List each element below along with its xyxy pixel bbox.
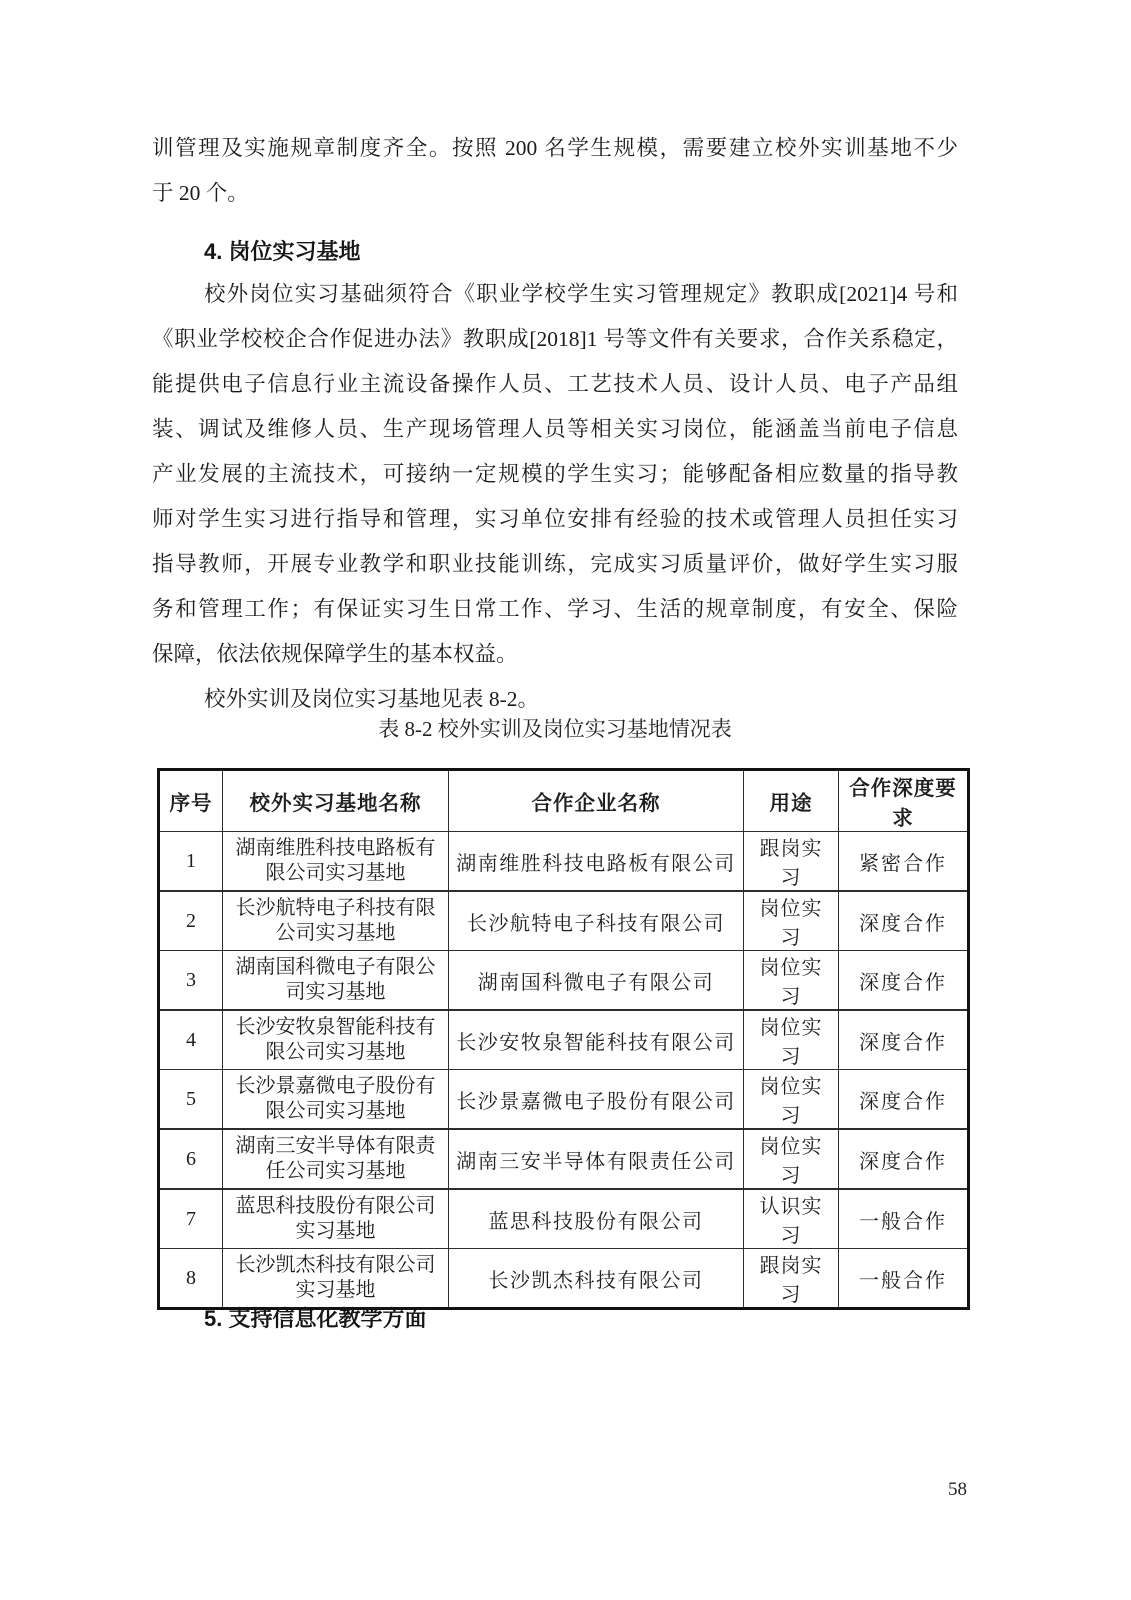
cell-purpose: 跟岗实习 xyxy=(744,832,839,892)
cell-depth: 深度合作 xyxy=(839,1129,969,1189)
section-heading-5: 5. 支持信息化教学方面 xyxy=(204,1306,427,1331)
paragraph-line: 《职业学校校企合作促进办法》教职成[2018]1 号等文件有关要求，合作关系稳定， xyxy=(152,327,958,351)
cell-base-name: 蓝思科技股份有限公司实习基地 xyxy=(223,1189,449,1249)
cell-company: 长沙景嘉微电子股份有限公司 xyxy=(449,1070,744,1130)
cell-base-name: 湖南三安半导体有限责任公司实习基地 xyxy=(223,1129,449,1189)
paragraph-line: 装、调试及维修人员、生产现场管理人员等相关实习岗位，能涵盖当前电子信息 xyxy=(152,417,958,441)
col-header-company: 合作企业名称 xyxy=(449,770,744,832)
cell-index: 2 xyxy=(159,891,223,951)
paragraph-line: 产业发展的主流技术，可接纳一定规模的学生实习；能够配备相应数量的指导教 xyxy=(152,462,958,486)
cell-company: 湖南三安半导体有限责任公司 xyxy=(449,1129,744,1189)
paragraph-line: 能提供电子信息行业主流设备操作人员、工艺技术人员、设计人员、电子产品组 xyxy=(152,372,958,396)
cell-company: 长沙安牧泉智能科技有限公司 xyxy=(449,1010,744,1070)
cell-index: 5 xyxy=(159,1070,223,1130)
section-heading-4: 4. 岗位实习基地 xyxy=(204,239,361,264)
col-header-purpose: 用途 xyxy=(744,770,839,832)
cell-depth: 紧密合作 xyxy=(839,832,969,892)
cell-purpose: 岗位实习 xyxy=(744,951,839,1011)
paragraph-line: 师对学生实习进行指导和管理，实习单位安排有经验的技术或管理人员担任实习 xyxy=(152,507,958,531)
cell-index: 3 xyxy=(159,951,223,1011)
cell-company: 蓝思科技股份有限公司 xyxy=(449,1189,744,1249)
cell-depth: 深度合作 xyxy=(839,1010,969,1070)
cell-depth: 一般合作 xyxy=(839,1249,969,1309)
cell-company: 湖南国科微电子有限公司 xyxy=(449,951,744,1011)
cell-base-name: 长沙景嘉微电子股份有限公司实习基地 xyxy=(223,1070,449,1130)
table-row xyxy=(159,1129,969,1189)
internship-base-table xyxy=(157,768,970,1310)
cell-depth: 深度合作 xyxy=(839,951,969,1011)
cell-depth: 深度合作 xyxy=(839,891,969,951)
table-row xyxy=(159,951,969,1011)
page-number: 58 xyxy=(948,1479,967,1500)
cell-index: 8 xyxy=(159,1249,223,1309)
cell-index: 6 xyxy=(159,1129,223,1189)
table-row xyxy=(159,832,969,892)
table-row xyxy=(159,1010,969,1070)
cell-base-name: 湖南维胜科技电路板有限公司实习基地 xyxy=(223,832,449,892)
cell-company: 湖南维胜科技电路板有限公司 xyxy=(449,832,744,892)
cell-index: 1 xyxy=(159,832,223,892)
table-row xyxy=(159,1189,969,1249)
table-row xyxy=(159,1070,969,1130)
paragraph-line: 指导教师，开展专业教学和职业技能训练，完成实习质量评价，做好学生实习服 xyxy=(152,552,958,576)
paragraph-line: 保障，依法依规保障学生的基本权益。 xyxy=(152,642,518,666)
cell-depth: 深度合作 xyxy=(839,1070,969,1130)
cell-base-name: 湖南国科微电子有限公司实习基地 xyxy=(223,951,449,1011)
cell-index: 4 xyxy=(159,1010,223,1070)
cell-company: 长沙凯杰科技有限公司 xyxy=(449,1249,744,1309)
paragraph-continuation xyxy=(152,126,958,216)
paragraph-line: 校外岗位实习基础须符合《职业学校学生实习管理规定》教职成[2021]4 号和 xyxy=(204,282,958,306)
cell-purpose: 岗位实习 xyxy=(744,1010,839,1070)
cell-purpose: 跟岗实习 xyxy=(744,1249,839,1309)
paragraph-line: 校外实训及岗位实习基地见表 8-2。 xyxy=(204,687,540,711)
cell-base-name: 长沙凯杰科技有限公司实习基地 xyxy=(223,1249,449,1309)
col-header-index: 序号 xyxy=(159,770,223,832)
cell-purpose: 岗位实习 xyxy=(744,1070,839,1130)
col-header-depth: 合作深度要求 xyxy=(839,770,969,832)
cell-purpose: 认识实习 xyxy=(744,1189,839,1249)
paragraph-line: 于 20 个。 xyxy=(152,181,249,205)
cell-base-name: 长沙航特电子科技有限公司实习基地 xyxy=(223,891,449,951)
cell-purpose: 岗位实习 xyxy=(744,1129,839,1189)
table-caption: 表 8-2 校外实训及岗位实习基地情况表 xyxy=(378,717,732,741)
cell-depth: 一般合作 xyxy=(839,1189,969,1249)
cell-company: 长沙航特电子科技有限公司 xyxy=(449,891,744,951)
table-header-row xyxy=(159,770,969,832)
cell-base-name: 长沙安牧泉智能科技有限公司实习基地 xyxy=(223,1010,449,1070)
cell-purpose: 岗位实习 xyxy=(744,891,839,951)
col-header-base-name: 校外实习基地名称 xyxy=(223,770,449,832)
paragraph-section-4 xyxy=(152,272,958,677)
paragraph-line: 训管理及实施规章制度齐全。按照 200 名学生规模，需要建立校外实训基地不少 xyxy=(152,136,958,160)
cell-index: 7 xyxy=(159,1189,223,1249)
paragraph-line: 务和管理工作；有保证实习生日常工作、学习、生活的规章制度，有安全、保险 xyxy=(152,597,958,621)
table-row xyxy=(159,891,969,951)
